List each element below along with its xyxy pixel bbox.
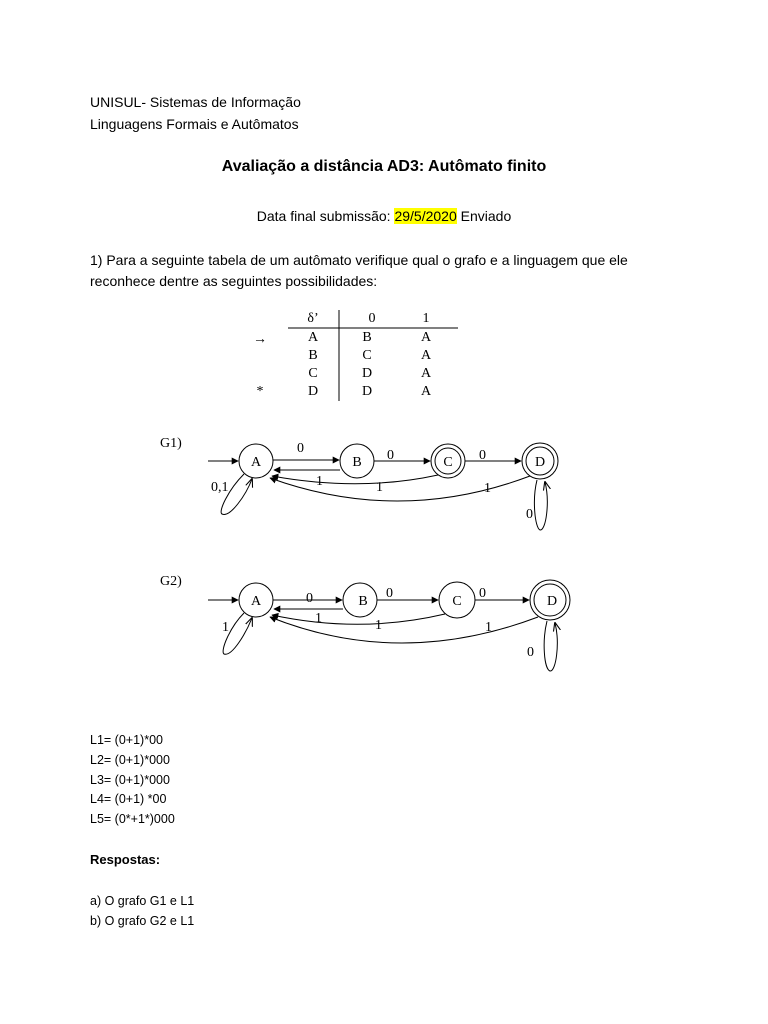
edge-cd-label: 0	[479, 448, 486, 463]
page-title: Avaliação a distância AD3: Autômato finito	[221, 158, 547, 175]
state-c-label: C	[443, 455, 453, 470]
edge-ba-label: 1	[316, 474, 323, 489]
table-on0: B	[362, 330, 372, 345]
edge-d-self-label: 0	[527, 645, 534, 660]
edge-da-label: 1	[484, 481, 491, 496]
language-item: L2= (0+1)*000	[90, 752, 170, 767]
edge-ca-label: 1	[376, 480, 383, 495]
submission-status: Enviado	[456, 208, 512, 224]
edge-ab-label: 0	[297, 441, 304, 456]
submission-line	[0, 206, 768, 227]
graph-g2-label: G2)	[160, 574, 182, 589]
edge-a-self-label: 1	[222, 620, 229, 635]
state-a-label: A	[250, 455, 262, 470]
course-institution: UNISUL- Sistemas de Informação	[90, 94, 301, 110]
table-header-delta: δ’	[307, 311, 319, 326]
answers-list	[90, 891, 194, 931]
language-item: L5= (0*+1*)000	[90, 812, 175, 827]
state-b-label: B	[358, 594, 368, 609]
state-d-label: D	[534, 455, 546, 470]
table-marker-final: *	[256, 384, 264, 399]
question-line-1: 1) Para a seguinte tabela de um autômato verifique qual o grafo e a linguagem que ele	[90, 252, 628, 268]
graph-g1	[200, 430, 590, 550]
course-name: Linguagens Formais e Autômatos	[90, 116, 299, 132]
edge-bc-label: 0	[386, 586, 393, 601]
table-on0: D	[361, 366, 373, 381]
state-d-label: D	[546, 594, 558, 609]
graph-g2	[200, 569, 590, 679]
edge-ba-label: 1	[315, 611, 322, 626]
transition-table	[240, 308, 460, 403]
submission-label: Data final submissão:	[256, 208, 395, 224]
submission-date: 29/5/2020	[394, 208, 457, 224]
table-on1: A	[420, 366, 432, 381]
table-on1: A	[420, 348, 432, 363]
edge-ca-label: 1	[375, 618, 382, 633]
table-header-1: 1	[422, 311, 430, 326]
graph-g1-label: G1)	[160, 436, 182, 451]
answer-item: a) O grafo G1 e L1	[90, 894, 195, 908]
state-a-label: A	[250, 594, 262, 609]
question-line-2: reconhece dentre as seguintes possibilidades:	[90, 273, 378, 289]
language-item: L3= (0+1)*000	[90, 772, 170, 787]
table-on1: A	[420, 384, 432, 399]
language-item: L1= (0+1)*00	[90, 733, 163, 747]
table-marker-start: →	[253, 332, 267, 347]
table-state: C	[308, 366, 318, 381]
languages-list	[90, 731, 175, 830]
edge-d-self-label: 0	[526, 507, 533, 522]
table-on0: D	[361, 384, 373, 399]
state-b-label: B	[352, 455, 362, 470]
table-header-0: 0	[368, 311, 376, 326]
edge-da-label: 1	[485, 620, 492, 635]
table-state: D	[307, 384, 319, 399]
state-c-label: C	[452, 594, 462, 609]
edge-bc-label: 0	[387, 448, 394, 463]
language-item: L4= (0+1) *00	[90, 792, 167, 807]
table-on1: A	[420, 330, 432, 345]
answers-heading: Respostas:	[90, 852, 161, 867]
table-state: B	[308, 348, 318, 363]
edge-ab-label: 0	[306, 591, 313, 606]
edge-a-self-label: 0,1	[211, 480, 229, 495]
edge-cd-label: 0	[479, 586, 486, 601]
answer-item: b) O grafo G2 e L1	[90, 914, 195, 928]
table-state: A	[307, 330, 319, 345]
table-on0: C	[362, 348, 372, 363]
